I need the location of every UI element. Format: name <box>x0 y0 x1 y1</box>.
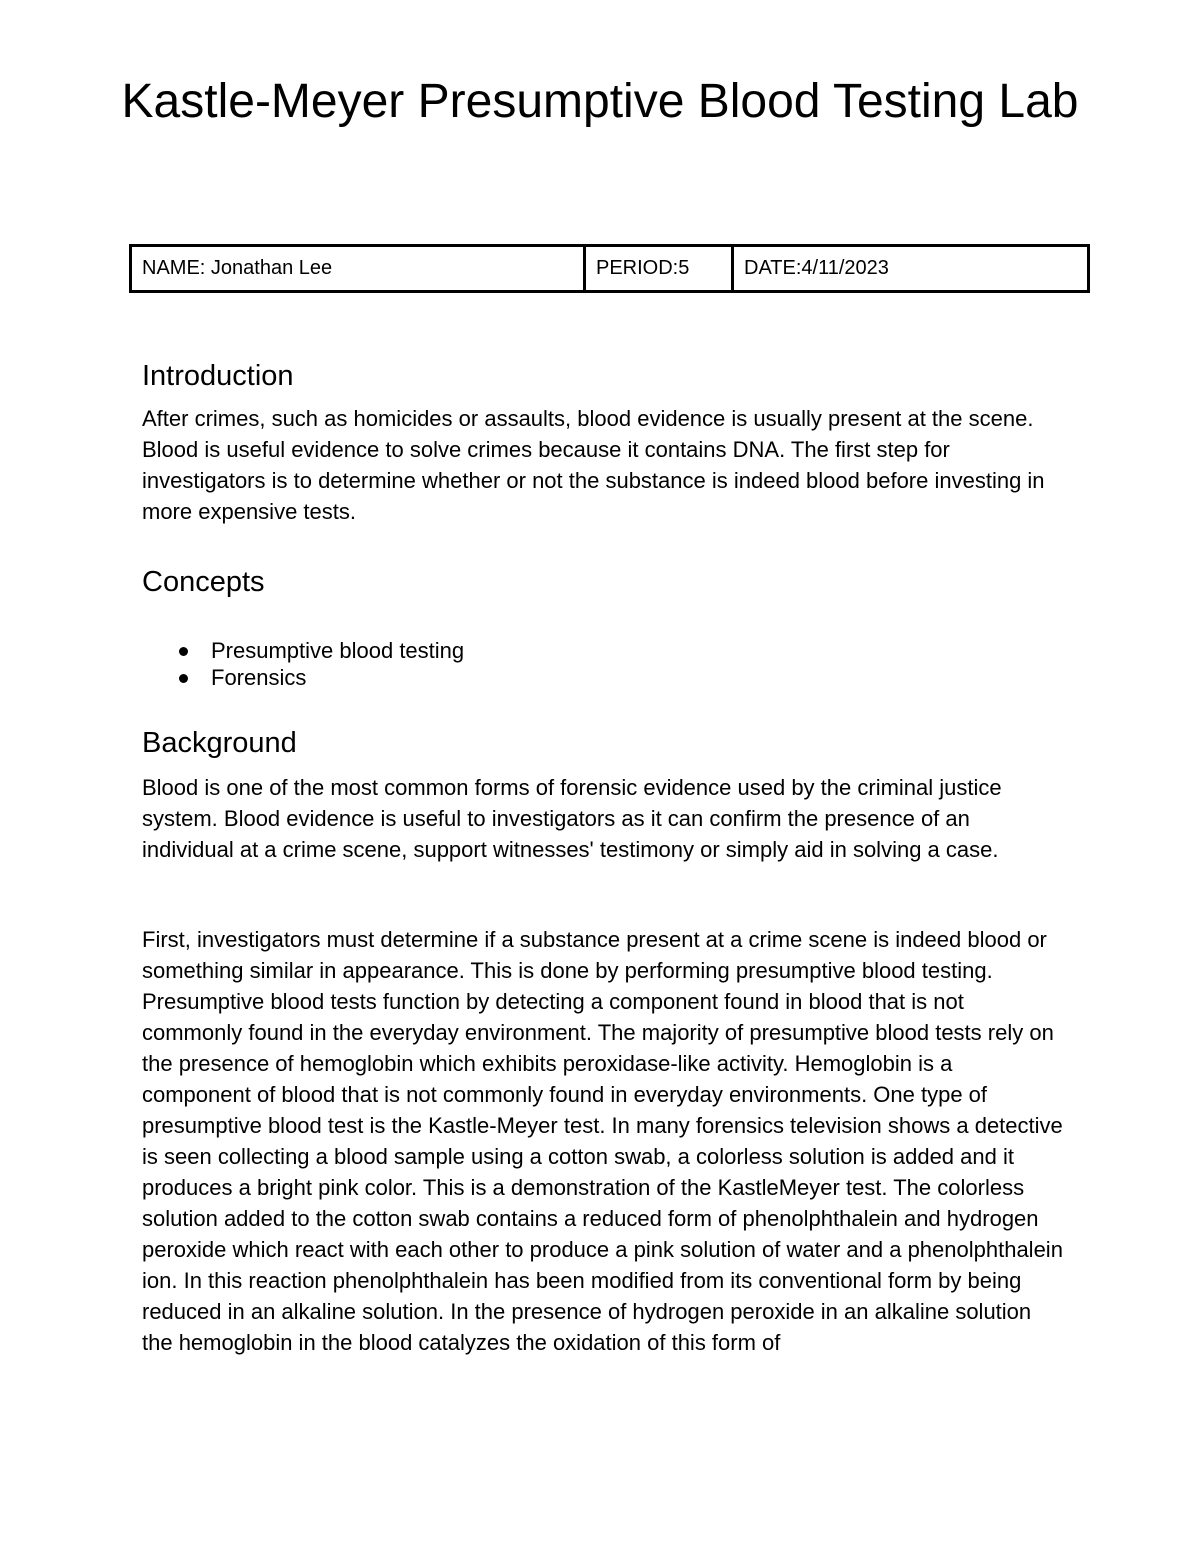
document-title: Kastle-Meyer Presumptive Blood Testing Lab <box>121 75 1079 128</box>
background-paragraph-1: Blood is one of the most common forms of forensic evidence used by the criminal justice system. Blood evidence is useful to investigators as it can confirm the presence of an individual at a crime scene, support witnesses' testimony or simply aid in solving a case. <box>142 775 1002 862</box>
introduction-paragraph: After crimes, such as homicides or assaults, blood evidence is usually present at the scene. Blood is useful evidence to solve crimes because it contains DNA. The first step for investigators is to determine whether or not the substance is indeed blood before investing in more expensive tests. <box>142 406 1045 524</box>
list-item <box>142 637 464 664</box>
concepts-list <box>142 637 464 691</box>
list-item <box>142 664 464 691</box>
name-cell: NAME: Jonathan Lee <box>131 246 585 292</box>
background-paragraph-2: First, investigators must determine if a substance present at a crime scene is indeed blood or something similar in appearance. This is done by performing presumptive blood testing. Presumptive blood tests function by detecting a component found in blood that is not commonly found in the everyday environment. The majority of presumptive blood tests rely on the presence of hemoglobin which exhibits peroxidase-like activity. Hemoglobin is a component of blood that is not commonly found in everyday environments. One type of presumptive blood test is the Kastle-Meyer test. In many forensics television shows a detective is seen collecting a blood sample using a cotton swab, a colorless solution is added and it produces a bright pink color. This is a demonstration of the KastleMeyer test. The colorless solution added to the cotton swab contains a reduced form of phenolphthalein and hydrogen peroxide which react with each other to produce a pink solution of water and a phenolphthalein ion. In this reaction phenolphthalein has been modified from its conventional form by being reduced in an alkaline solution. In the presence of hydrogen peroxide in an alkaline solution the hemoglobin in the blood catalyzes the oxidation of this form of <box>142 927 1063 1355</box>
concept-label: Forensics <box>211 665 307 690</box>
concept-label: Presumptive blood testing <box>211 638 465 663</box>
concepts-heading: Concepts <box>142 566 265 598</box>
bullet-icon <box>179 674 188 683</box>
introduction-heading: Introduction <box>142 360 294 392</box>
period-cell: PERIOD:5 <box>585 246 733 292</box>
background-heading: Background <box>142 727 297 759</box>
bullet-icon <box>179 647 188 656</box>
student-info-row <box>131 246 1089 292</box>
student-info-table <box>129 244 1090 293</box>
date-cell: DATE:4/11/2023 <box>733 246 1089 292</box>
